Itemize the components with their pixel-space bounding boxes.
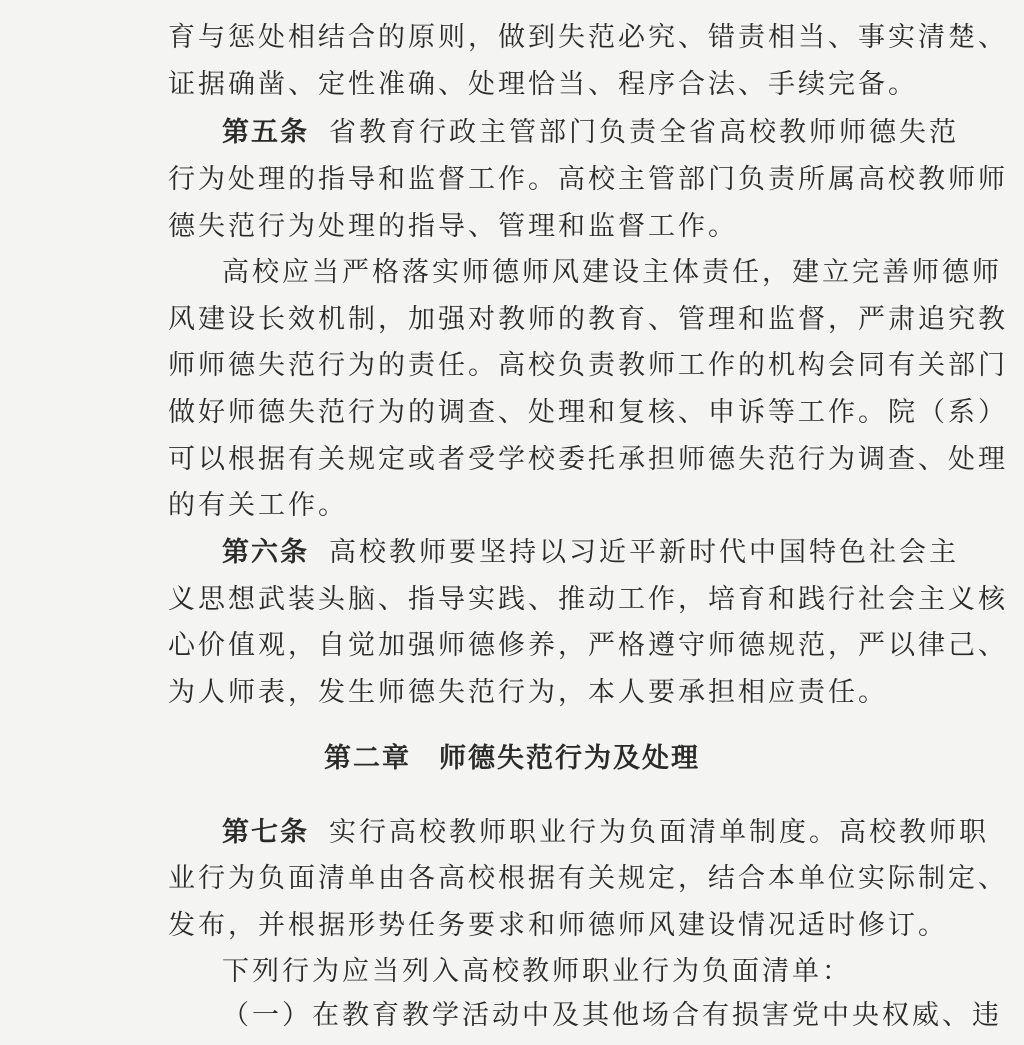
paragraph-line: 风建设长效机制，加强对教师的教育、管理和监督，严肃追究教: [168, 304, 1008, 335]
article-7-heading: 第七条: [222, 817, 309, 848]
article-6-line: 第六条 高校教师要坚持以习近平新时代中国特色社会主: [222, 537, 959, 568]
chapter-number: 第二章: [324, 743, 411, 774]
paragraph-line: 下列行为应当列入高校教师职业行为负面清单：: [222, 956, 852, 987]
chapter-heading: [0, 743, 1024, 775]
paragraph-line: 业行为负面清单由各高校根据有关规定，结合本单位实际制定、: [168, 863, 1008, 894]
paragraph-line: 可以根据有关规定或者受学校委托承担师德失范行为调查、处理: [168, 444, 1008, 475]
paragraph-line: 德失范行为处理的指导、管理和监督工作。: [168, 211, 738, 242]
article-5-line: 第五条 省教育行政主管部门负责全省高校教师师德失范: [222, 117, 959, 148]
paragraph-line: 的有关工作。: [168, 490, 348, 521]
paragraph-line: 为人师表，发生师德失范行为，本人要承担相应责任。: [168, 677, 888, 708]
paragraph-line: 心价值观，自觉加强师德修养，严格遵守师德规范，严以律己、: [168, 630, 1008, 661]
chapter-title: 师德失范行为及处理: [439, 743, 700, 774]
article-6-heading: 第六条: [222, 537, 309, 568]
paragraph-line: 义思想武装头脑、指导实践、推动工作，培育和践行社会主义核: [168, 584, 1008, 615]
paragraph-line: （一）在教育教学活动中及其他场合有损害党中央权威、违: [222, 1000, 1002, 1031]
paragraph-line: 师师德失范行为的责任。高校负责教师工作的机构会同有关部门: [168, 350, 1008, 381]
paragraph-line: 高校应当严格落实师德师风建设主体责任，建立完善师德师: [222, 257, 1002, 288]
paragraph-line: 证据确凿、定性准确、处理恰当、程序合法、手续完备。: [168, 69, 918, 100]
article-5-heading: 第五条: [222, 117, 309, 148]
paragraph-line: 育与惩处相结合的原则，做到失范必究、错责相当、事实清楚、: [168, 22, 1008, 53]
article-7-line: 第七条 实行高校教师职业行为负面清单制度。高校教师职: [222, 817, 989, 848]
paragraph-line: 行为处理的指导和监督工作。高校主管部门负责所属高校教师师: [168, 164, 1008, 195]
paragraph-line: 发布，并根据形势任务要求和师德师风建设情况适时修订。: [168, 910, 948, 941]
paragraph-line: 做好师德失范行为的调查、处理和复核、申诉等工作。院（系）: [168, 397, 1008, 428]
